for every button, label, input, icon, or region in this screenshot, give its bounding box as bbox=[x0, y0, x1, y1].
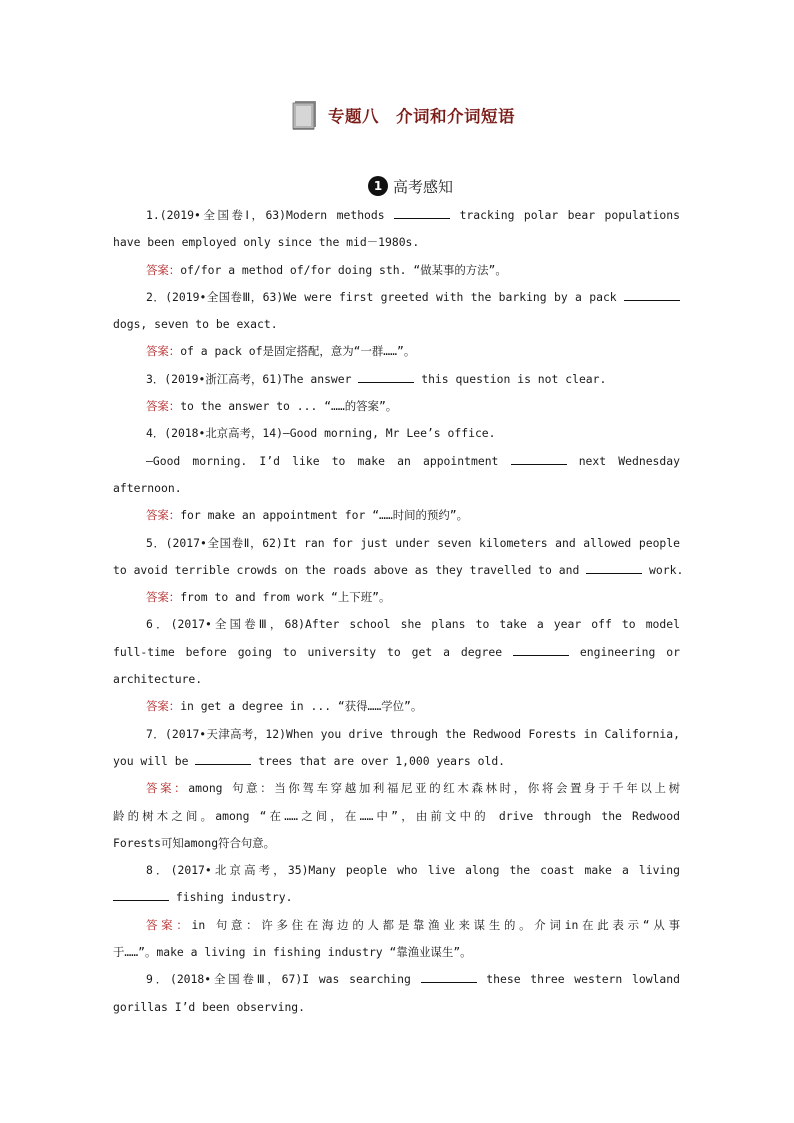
answer-blank bbox=[624, 289, 680, 301]
answer-label: 答案： bbox=[146, 590, 181, 605]
line-text: 1.(2019•全国卷Ⅰ，63)Modern methods bbox=[146, 208, 395, 222]
section-heading bbox=[368, 175, 453, 197]
answer-blank bbox=[586, 562, 642, 574]
answer-label: 答案： bbox=[146, 399, 181, 414]
line-text: 7．(2017•天津高考，12)When you drive through the Redwood Forests in California, bbox=[146, 726, 680, 741]
answer-blank bbox=[195, 753, 251, 765]
text-line bbox=[113, 775, 680, 802]
line-text: 8．(2017•北京高考，35)Many people who live along the coast make a living bbox=[146, 863, 680, 878]
text-line bbox=[113, 584, 680, 611]
text-line bbox=[113, 830, 680, 857]
line-text: these three western lowland bbox=[476, 972, 680, 987]
book-icon bbox=[292, 99, 318, 131]
section-title: 高考感知 bbox=[393, 177, 454, 196]
line-text: 3．(2019•浙江高考，61)The answer bbox=[146, 371, 359, 386]
answer-blank bbox=[511, 453, 567, 465]
line-text: dogs, seven to be exact. bbox=[113, 317, 278, 332]
answer-label: 答案： bbox=[146, 508, 181, 523]
page-title: 专题八 介词和介词短语 bbox=[328, 107, 515, 126]
text-line bbox=[113, 912, 680, 939]
text-line bbox=[113, 284, 680, 311]
line-text: engineering or bbox=[569, 644, 680, 659]
line-text: full-time before going to university to get a degree bbox=[113, 644, 513, 659]
line-text: among 句意：当你驾车穿越加利福尼亚的红木森林时，你将会置身于千年以上树 bbox=[188, 781, 680, 796]
line-text: next Wednesday bbox=[566, 453, 680, 468]
text-line bbox=[113, 311, 680, 338]
line-text: gorillas I’d been observing. bbox=[113, 999, 306, 1014]
line-text: from to and from work “上下班”。 bbox=[180, 590, 391, 605]
text-line bbox=[113, 857, 680, 884]
text-line bbox=[113, 666, 680, 693]
text-line bbox=[113, 202, 680, 229]
line-text: trees that are over 1,000 years old. bbox=[251, 753, 506, 768]
line-text: 2．(2019•全国卷Ⅲ，63)We were first greeted with the barking by a pack bbox=[146, 289, 624, 304]
text-line bbox=[113, 257, 680, 284]
line-text: in 句意：许多住在海边的人都是靠渔业来谋生的。介词in在此表示“从事 bbox=[191, 917, 680, 932]
text-line bbox=[113, 448, 680, 475]
line-text: fishing industry. bbox=[169, 890, 293, 905]
line-text: —Good morning. I’d like to make an appointment bbox=[146, 453, 511, 468]
line-text: work. bbox=[642, 562, 684, 577]
text-line bbox=[113, 475, 680, 502]
line-text: 龄的树木之间。among “在……之间，在……中”，由前文中的 drive through the Redwood bbox=[113, 808, 680, 823]
answer-blank bbox=[513, 644, 569, 656]
line-text: to avoid terrible crowds on the roads above as they travelled to and bbox=[113, 562, 587, 577]
line-text: have been employed only since the mid－1980s. bbox=[113, 235, 420, 250]
line-text: 5．(2017•全国卷Ⅱ，62)It ran for just under seven kilometers and allowed people bbox=[146, 535, 680, 550]
answer-label: 答案： bbox=[146, 262, 181, 277]
page-header bbox=[292, 98, 515, 132]
line-text: afternoon. bbox=[113, 480, 182, 495]
answer-blank bbox=[113, 889, 169, 901]
answer-label: 答案： bbox=[146, 781, 189, 796]
text-line bbox=[113, 229, 680, 256]
answer-blank bbox=[394, 207, 450, 219]
question-list bbox=[113, 202, 684, 1021]
line-text: in get a degree in ... “获得……学位”。 bbox=[180, 699, 423, 714]
line-text: of a pack of是固定搭配，意为“一群……”。 bbox=[180, 344, 416, 359]
answer-blank bbox=[421, 971, 477, 983]
line-text: tracking polar bear populations bbox=[450, 208, 680, 222]
section-number-badge: 1 bbox=[368, 176, 388, 196]
line-text: 6．(2017•全国卷Ⅲ，68)After school she plans to take a year off to model bbox=[146, 617, 680, 632]
line-text: you will be bbox=[113, 753, 196, 768]
line-text: for make an appointment for “……时间的预约”。 bbox=[180, 508, 468, 523]
text-line bbox=[113, 393, 680, 420]
text-line bbox=[113, 366, 680, 393]
text-line bbox=[113, 338, 680, 365]
text-line bbox=[113, 420, 680, 447]
text-line bbox=[113, 557, 684, 584]
answer-label: 答案： bbox=[146, 917, 192, 932]
text-line bbox=[113, 884, 680, 911]
text-line bbox=[113, 530, 680, 557]
text-line bbox=[113, 639, 680, 666]
line-text: to the answer to ... “……的答案”。 bbox=[180, 399, 398, 414]
text-line bbox=[113, 994, 680, 1021]
text-line bbox=[113, 939, 680, 966]
line-text: 于……”。make a living in fishing industry “靠渔业谋生”。 bbox=[113, 945, 472, 960]
line-text: of/for a method of/for doing sth. “做某事的方法”。 bbox=[180, 262, 507, 277]
line-text: 4．(2018•北京高考，14)—Good morning, Mr Lee’s office. bbox=[146, 426, 496, 441]
answer-blank bbox=[358, 371, 414, 383]
answer-label: 答案： bbox=[146, 344, 181, 359]
line-text: architecture. bbox=[113, 672, 203, 687]
line-text: 9．(2018•全国卷Ⅲ，67)I was searching bbox=[146, 972, 421, 987]
text-line bbox=[113, 803, 680, 830]
text-line bbox=[113, 966, 680, 993]
text-line bbox=[113, 748, 680, 775]
line-text: this question is not clear. bbox=[414, 371, 607, 386]
answer-label: 答案： bbox=[146, 699, 181, 714]
text-line bbox=[113, 611, 680, 638]
text-line bbox=[113, 721, 680, 748]
text-line bbox=[113, 502, 680, 529]
line-text: Forests可知among符合句意。 bbox=[113, 835, 276, 850]
text-line bbox=[113, 693, 680, 720]
